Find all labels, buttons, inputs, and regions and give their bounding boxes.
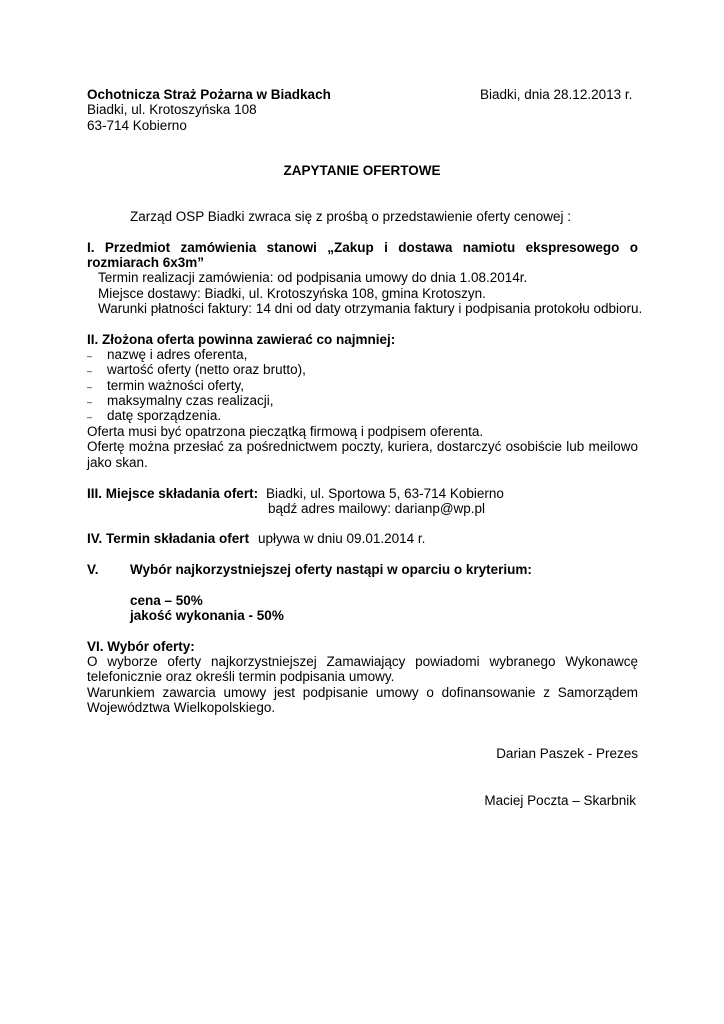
section-6-paragraph-cont: Województwa Wielkopolskiego. xyxy=(87,700,276,715)
bullet-dash: – xyxy=(87,397,93,407)
place-and-date: Biadki, dnia 28.12.2013 r. xyxy=(480,87,633,102)
bullet-dash: – xyxy=(87,382,93,392)
organization-name: Ochotnicza Straż Pożarna w Biadkach xyxy=(87,87,331,102)
section-2-heading: II. Złożona oferta powinna zawierać co najmniej: xyxy=(87,332,396,347)
section-1-line: Termin realizacji zamówienia: od podpisania umowy do dnia 1.08.2014r. xyxy=(98,270,528,285)
bullet-dash: – xyxy=(87,412,93,422)
list-item: termin ważności oferty, xyxy=(107,378,245,393)
section-4-heading: IV. Termin składania ofert xyxy=(87,531,250,546)
list-item: datę sporządzenia. xyxy=(107,408,222,423)
intro-text: Zarząd OSP Biadki zwraca się z prośbą o przedstawienie oferty cenowej : xyxy=(130,209,571,224)
signature-treasurer: Maciej Poczta – Skarbnik xyxy=(484,793,636,808)
bullet-dash: – xyxy=(87,366,93,376)
section-3-address: Biadki, ul. Sportowa 5, 63-714 Kobierno xyxy=(266,486,504,501)
bullet-dash: – xyxy=(87,351,93,361)
section-5-heading: Wybór najkorzystniejszej oferty nastąpi w oparciu o kryterium: xyxy=(130,562,532,577)
list-item: maksymalny czas realizacji, xyxy=(107,393,274,408)
criterion-item: cena – 50% xyxy=(130,593,203,608)
section-2-note: Ofertę można przesłać za pośrednictwem poczty, kuriera, dostarczyć osobiście lub meilowo xyxy=(87,439,638,454)
signature-president: Darian Paszek - Prezes xyxy=(496,746,638,761)
section-1-line: Warunki płatności faktury: 14 dni od daty otrzymania faktury i podpisania protokołu odbioru. xyxy=(98,301,643,316)
section-1-heading: I. Przedmiot zamówienia stanowi „Zakup i dostawa namiotu ekspresowego o xyxy=(87,240,638,255)
section-2-note: Oferta musi być opatrzona pieczątką firmową i podpisem oferenta. xyxy=(87,424,484,439)
section-4-deadline: upływa w dniu 09.01.2014 r. xyxy=(258,531,426,546)
section-6-paragraph-cont: telefonicznie oraz określi termin podpisania umowy. xyxy=(87,669,395,684)
section-1-line: Miejsce dostawy: Biadki, ul. Krotoszyńska 108, gmina Krotoszyn. xyxy=(98,286,486,301)
section-6-paragraph: O wyborze oferty najkorzystniejszej Zamawiający powiadomi wybranego Wykonawcę xyxy=(87,654,638,669)
list-item: wartość oferty (netto oraz brutto), xyxy=(107,362,306,377)
section-6-heading: VI. Wybór oferty: xyxy=(87,639,195,654)
section-3-email: bądź adres mailowy: darianp@wp.pl xyxy=(268,501,486,516)
criterion-item: jakość wykonania - 50% xyxy=(130,608,284,623)
list-item: nazwę i adres oferenta, xyxy=(107,347,248,362)
address-line-2: 63-714 Kobierno xyxy=(87,118,187,133)
address-line-1: Biadki, ul. Krotoszyńska 108 xyxy=(87,102,257,117)
section-2-note-cont: jako skan. xyxy=(87,455,148,470)
section-5-numeral: V. xyxy=(87,562,99,577)
section-3-heading: III. Miejsce składania ofert: xyxy=(87,486,259,501)
section-1-heading-cont: rozmiarach 6x3m” xyxy=(87,255,205,270)
section-6-paragraph: Warunkiem zawarcia umowy jest podpisanie umowy o dofinansowanie z Samorządem xyxy=(87,685,638,700)
document-title: ZAPYTANIE OFERTOWE xyxy=(283,163,441,178)
